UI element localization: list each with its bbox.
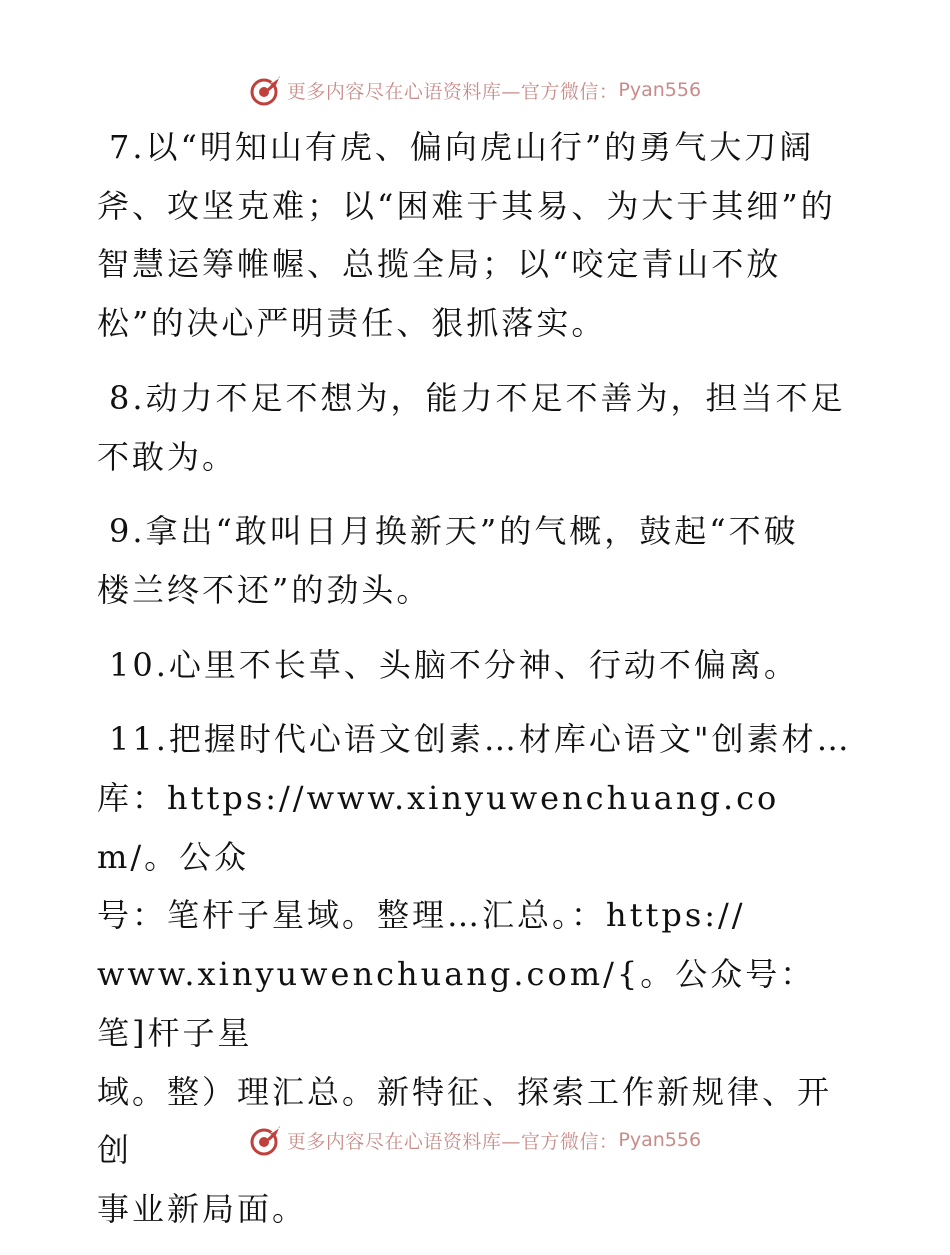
paragraph-line: 事业新局面。 — [97, 1189, 308, 1228]
paragraph-10 — [97, 636, 857, 695]
paragraph-number: 7. — [109, 128, 146, 166]
banner-text: 更多内容尽在心语资料库—官方微信： — [286, 80, 619, 103]
paragraph-line: 把握时代心语文创素…材库心语文"创素材… — [168, 720, 852, 759]
banner-wechat-id: Pyan556 — [618, 1129, 702, 1151]
document-body — [97, 118, 857, 1255]
paragraph-number: 11. — [109, 720, 169, 759]
banner-wechat-id: Pyan556 — [618, 79, 702, 101]
paragraph-line: 库：https://www.xinyuwenchuang.com/。公众 — [97, 779, 780, 876]
paragraph-line: www.xinyuwenchuang.com/{。公众号：笔]杆子星 — [97, 955, 816, 1052]
paragraph-line: 域。整）理汇总。新特征、探索工作新规律、开创 — [97, 1072, 833, 1170]
paragraph-8 — [97, 369, 857, 486]
paragraph-line: 智慧运筹帷幄、总揽全局；以“咬定青山不放 — [97, 245, 782, 284]
paragraph-line: 以“明知山有虎、偏向虎山行”的勇气大刀阔 — [145, 128, 815, 166]
paragraph-line: 心里不长草、头脑不分神、行动不偏离。 — [168, 645, 799, 684]
paragraph-line: 动力不足不想为，能力不足不善为，担当不足 — [145, 378, 846, 417]
paragraph-line: 不敢为。 — [97, 437, 238, 476]
paragraph-9 — [97, 502, 857, 619]
paragraph-number: 9. — [109, 512, 146, 551]
paragraph-line: 楼兰终不还”的劲头。 — [97, 570, 432, 609]
feather-seal-icon — [249, 1123, 283, 1157]
paragraph-line: 拿出“敢叫日月换新天”的气概，鼓起“不破 — [145, 512, 799, 551]
banner-text: 更多内容尽在心语资料库—官方微信： — [286, 1130, 619, 1153]
paragraph-7 — [97, 118, 857, 353]
header-banner — [0, 70, 950, 110]
paragraph-number: 10. — [109, 645, 169, 684]
paragraph-line: 斧、攻坚克难；以“困难于其易、为大于其细”的 — [97, 186, 836, 225]
paragraph-line: 松”的决心严明责任、狠抓落实。 — [97, 304, 607, 343]
feather-seal-icon — [249, 73, 283, 107]
paragraph-number: 8. — [109, 378, 146, 417]
paragraph-line: 号：笔杆子星域。整理…汇总。：https:// — [97, 896, 746, 935]
footer-banner — [0, 1120, 950, 1160]
